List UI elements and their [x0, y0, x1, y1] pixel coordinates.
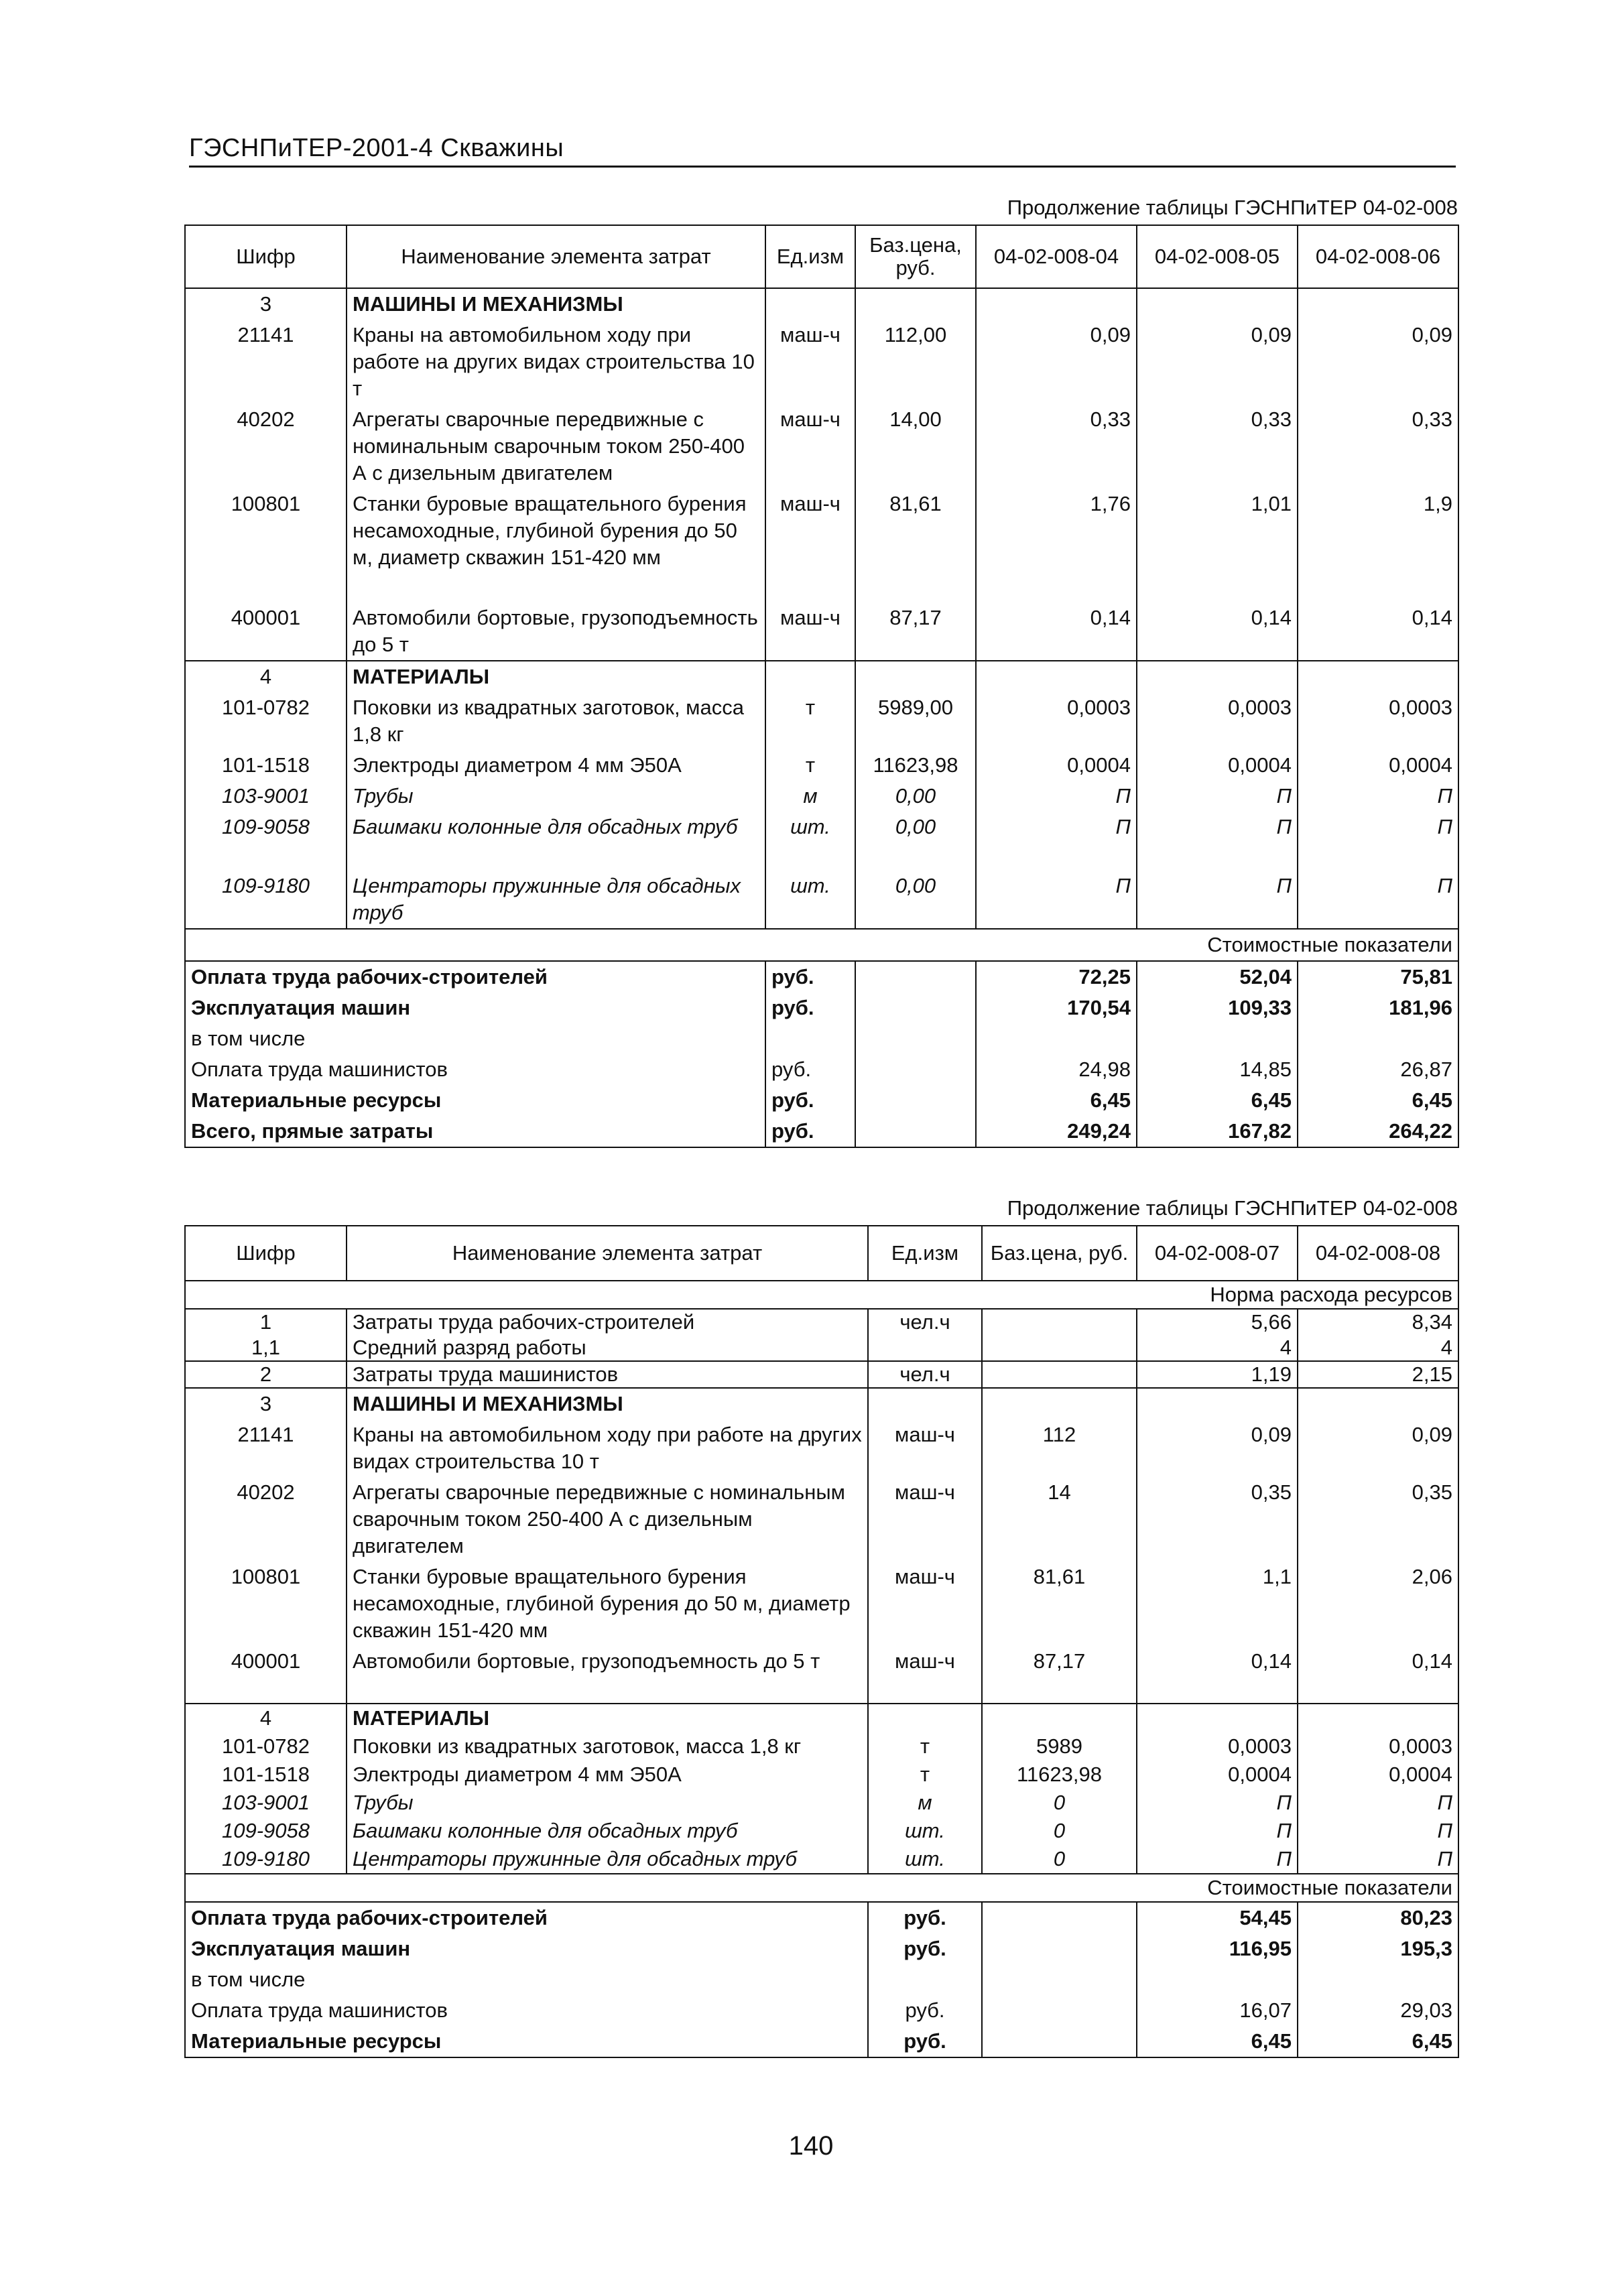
table-cell: П — [1137, 1845, 1298, 1874]
table-row — [185, 812, 1458, 871]
table-cell: 101-0782 — [185, 692, 347, 750]
table-cell: 6,45 — [1298, 2026, 1458, 2057]
table-cell: П — [1298, 1817, 1458, 1845]
table-cell — [982, 1964, 1137, 1995]
table-cell: 11623,98 — [855, 750, 976, 781]
table-row — [185, 781, 1458, 812]
table-cell: Стоимостные показатели — [185, 929, 1458, 961]
table-cell: 0 — [982, 1817, 1137, 1845]
table-cell: 14 — [982, 1477, 1137, 1561]
table-cell — [1137, 1964, 1298, 1995]
table-cell: Электроды диаметром 4 мм Э50А — [347, 1761, 868, 1789]
table-cell: 0,0004 — [1137, 750, 1298, 781]
table-row — [185, 692, 1458, 750]
table-cell: руб. — [765, 993, 855, 1023]
table-cell: 14,85 — [1137, 1054, 1298, 1085]
header-col3: 04-02-008-06 — [1298, 225, 1458, 288]
header-unit: Ед.изм — [868, 1226, 982, 1281]
table-cell — [1137, 1704, 1298, 1732]
table-cell: Всего, прямые затраты — [185, 1116, 765, 1147]
table-cell: 0,00 — [855, 871, 976, 929]
table-cell: П — [1137, 812, 1298, 871]
table-cell: 170,54 — [976, 993, 1137, 1023]
table-cell: 1,76 — [976, 489, 1137, 602]
table-cell: 109-9058 — [185, 1817, 347, 1845]
table-row — [185, 750, 1458, 781]
table1-header-row — [185, 225, 1458, 288]
table-cell — [855, 1085, 976, 1116]
table-cell — [1298, 288, 1458, 320]
table-cell: 0,0003 — [976, 692, 1137, 750]
table-cell: шт. — [868, 1817, 982, 1845]
table-row — [185, 404, 1458, 489]
table-row — [185, 489, 1458, 602]
section-row-materials — [185, 1704, 1458, 1732]
table-cell — [1298, 1388, 1458, 1419]
table-cell: 29,03 — [1298, 1995, 1458, 2026]
table1-continuation-label: Продолжение таблицы ГЭСНПиТЕР 04-02-008 — [1007, 196, 1458, 219]
table-cell: П — [1298, 1789, 1458, 1817]
header-col2: 04-02-008-05 — [1137, 225, 1298, 288]
section-row-machines — [185, 1388, 1458, 1419]
table-cell: руб. — [868, 1902, 982, 1933]
table-cell: Норма расхода ресурсов — [185, 1281, 1458, 1309]
table-cell: 0,33 — [1298, 404, 1458, 489]
table-cell: т — [765, 692, 855, 750]
table-cell: 0,0003 — [1298, 1732, 1458, 1761]
table-cell: 4 — [1298, 1335, 1458, 1361]
table-cell — [982, 1388, 1137, 1419]
table-cell: 5,66 — [1137, 1309, 1298, 1335]
table-cell: 0,0004 — [1298, 750, 1458, 781]
table-cell: 0,0004 — [1298, 1761, 1458, 1789]
table-cell: маш-ч — [765, 404, 855, 489]
table-cell — [1137, 661, 1298, 692]
table-cell: 52,04 — [1137, 961, 1298, 993]
header-col2: 04-02-008-08 — [1298, 1226, 1458, 1281]
table-cell: 6,45 — [1137, 1085, 1298, 1116]
table-cell — [868, 1388, 982, 1419]
table-cell: 195,3 — [1298, 1933, 1458, 1964]
table-cell: 72,25 — [976, 961, 1137, 993]
table-cell: Агрегаты сварочные передвижные с номинальным сварочным током 250-400 А с дизельным двигателем — [347, 1477, 868, 1561]
table-cell: 80,23 — [1298, 1902, 1458, 1933]
table-cell — [1298, 1964, 1458, 1995]
table-cell: руб. — [765, 1116, 855, 1147]
table-cell: П — [1298, 812, 1458, 871]
table-cell — [855, 1054, 976, 1085]
table-cell — [765, 1023, 855, 1054]
header-price: Баз.цена, руб. — [855, 225, 976, 288]
table-cell: Материальные ресурсы — [185, 2026, 868, 2057]
table-cell: 5989 — [982, 1732, 1137, 1761]
table-cell: в том числе — [185, 1964, 868, 1995]
table-cell — [855, 961, 976, 993]
table-cell: Краны на автомобильном ходу при работе на других видах строительства 10 т — [347, 320, 765, 404]
table-cell: 1 — [185, 1309, 347, 1335]
table-cell: П — [1137, 781, 1298, 812]
table-cell: шт. — [868, 1845, 982, 1874]
cost-label-row — [185, 1874, 1458, 1902]
table-cell: руб. — [868, 1995, 982, 2026]
header-name: Наименование элемента затрат — [347, 1226, 868, 1281]
table-cell: 0 — [982, 1789, 1137, 1817]
table-row — [185, 1817, 1458, 1845]
cost-row — [185, 1116, 1458, 1147]
table-cell: Поковки из квадратных заготовок, масса 1,8 кг — [347, 692, 765, 750]
table-cell: Краны на автомобильном ходу при работе на других видах строительства 10 т — [347, 1419, 868, 1477]
table-cell — [1137, 1023, 1298, 1054]
table-cell: Оплата труда рабочих-строителей — [185, 961, 765, 993]
table-cell: П — [1298, 781, 1458, 812]
table-cell: 1,1 — [185, 1335, 347, 1361]
table-cell: 0,14 — [976, 602, 1137, 661]
table-cell: 0,09 — [1137, 1419, 1298, 1477]
table-cell: Эксплуатация машин — [185, 993, 765, 1023]
table-cell: 2,15 — [1298, 1361, 1458, 1388]
table-cell: 101-0782 — [185, 1732, 347, 1761]
cost-row — [185, 1902, 1458, 1933]
table-cell: Затраты труда рабочих-строителей — [347, 1309, 868, 1335]
table-cell: 181,96 — [1298, 993, 1458, 1023]
table-cell: П — [1137, 1817, 1298, 1845]
table-cell: 109-9058 — [185, 812, 347, 871]
table-cell: 0,14 — [1298, 602, 1458, 661]
table-cell: 400001 — [185, 602, 347, 661]
table-cell — [868, 1704, 982, 1732]
table-cell: 2,06 — [1298, 1561, 1458, 1646]
table-row — [185, 1646, 1458, 1704]
cost-row — [185, 1933, 1458, 1964]
table-cell: 11623,98 — [982, 1761, 1137, 1789]
table-cell: Затраты труда машинистов — [347, 1361, 868, 1388]
table-cell: Центраторы пружинные для обсадных труб — [347, 871, 765, 929]
table-cell — [855, 661, 976, 692]
header-price: Баз.цена, руб. — [982, 1226, 1137, 1281]
table-cell: 75,81 — [1298, 961, 1458, 993]
header-col1: 04-02-008-07 — [1137, 1226, 1298, 1281]
table-cell: 0,14 — [1137, 1646, 1298, 1704]
table-cell: маш-ч — [765, 320, 855, 404]
table-cell: маш-ч — [868, 1477, 982, 1561]
table-cell: руб. — [765, 1054, 855, 1085]
table-cell: МАШИНЫ И МЕХАНИЗМЫ — [347, 1388, 868, 1419]
table-cell: Башмаки колонные для обсадных труб — [347, 1817, 868, 1845]
table-cell: 0,14 — [1298, 1646, 1458, 1704]
table-cell: Трубы — [347, 781, 765, 812]
table-cell: т — [868, 1732, 982, 1761]
table-cell: чел.ч — [868, 1309, 982, 1335]
header-code: Шифр — [185, 1226, 347, 1281]
table-cell: 0,35 — [1298, 1477, 1458, 1561]
table-cell: 103-9001 — [185, 781, 347, 812]
table-cell — [855, 288, 976, 320]
table-cell — [982, 1902, 1137, 1933]
table-cell: П — [1137, 1789, 1298, 1817]
table-cell: МАТЕРИАЛЫ — [347, 661, 765, 692]
table-row — [185, 1732, 1458, 1761]
table-cell: 0,00 — [855, 781, 976, 812]
table-row — [185, 1845, 1458, 1874]
table-cell: 1,1 — [1137, 1561, 1298, 1646]
table-cell — [982, 1309, 1137, 1335]
table-cell: Станки буровые вращательного бурения несамоходные, глубиной бурения до 50 м, диаметр скважин 151-420 мм — [347, 489, 765, 602]
table-cell — [982, 1704, 1137, 1732]
table-cell: 6,45 — [976, 1085, 1137, 1116]
table-cell — [1298, 1023, 1458, 1054]
table-cell: Автомобили бортовые, грузоподъемность до 5 т — [347, 602, 765, 661]
table-cell: П — [976, 871, 1137, 929]
table-row — [185, 1361, 1458, 1388]
table-cell: 112,00 — [855, 320, 976, 404]
table-cell: 40202 — [185, 404, 347, 489]
table-cell: П — [976, 812, 1137, 871]
table-cell — [982, 1335, 1137, 1361]
table-cell: П — [1298, 871, 1458, 929]
table-row — [185, 1419, 1458, 1477]
table-cell — [1298, 1704, 1458, 1732]
table-cell — [982, 1361, 1137, 1388]
table-row — [185, 1335, 1458, 1361]
table-cell: Материальные ресурсы — [185, 1085, 765, 1116]
table-cell: чел.ч — [868, 1361, 982, 1388]
table-cell: руб. — [765, 961, 855, 993]
table-cell: 0,33 — [976, 404, 1137, 489]
table-cell: 116,95 — [1137, 1933, 1298, 1964]
cost-row — [185, 1995, 1458, 2026]
table-cell: 249,24 — [976, 1116, 1137, 1147]
table-cell — [765, 661, 855, 692]
section-row-materials — [185, 661, 1458, 692]
table-cell: м — [868, 1789, 982, 1817]
table-cell: 0,09 — [1298, 320, 1458, 404]
table-cell: руб. — [868, 2026, 982, 2057]
table-cell: 0,14 — [1137, 602, 1298, 661]
table-row — [185, 320, 1458, 404]
table-cell: 8,34 — [1298, 1309, 1458, 1335]
table-cell: 87,17 — [855, 602, 976, 661]
table-cell: 109-9180 — [185, 1845, 347, 1874]
table-cell: 21141 — [185, 320, 347, 404]
table-cell: 1,19 — [1137, 1361, 1298, 1388]
table-cell — [982, 2026, 1137, 2057]
cost-label-row — [185, 929, 1458, 961]
table-cell: 100801 — [185, 1561, 347, 1646]
table-cell: 16,07 — [1137, 1995, 1298, 2026]
table1 — [184, 225, 1459, 1148]
table-cell: Трубы — [347, 1789, 868, 1817]
table-row — [185, 1309, 1458, 1335]
table-cell: маш-ч — [868, 1561, 982, 1646]
table-cell: руб. — [765, 1085, 855, 1116]
table-cell: 6,45 — [1298, 1085, 1458, 1116]
table-cell: руб. — [868, 1933, 982, 1964]
table2 — [184, 1225, 1459, 2058]
table-cell: 0,0004 — [1137, 1761, 1298, 1789]
table-cell: 1,01 — [1137, 489, 1298, 602]
table-cell: 101-1518 — [185, 1761, 347, 1789]
table-cell: т — [765, 750, 855, 781]
table-cell — [976, 661, 1137, 692]
table-cell: Электроды диаметром 4 мм Э50А — [347, 750, 765, 781]
table-cell — [855, 993, 976, 1023]
table-cell: П — [976, 781, 1137, 812]
table-cell: 24,98 — [976, 1054, 1137, 1085]
norm-label-row — [185, 1281, 1458, 1309]
table-cell: 26,87 — [1298, 1054, 1458, 1085]
table-cell: 101-1518 — [185, 750, 347, 781]
table-cell — [982, 1995, 1137, 2026]
section-row-machines — [185, 288, 1458, 320]
table-cell: 103-9001 — [185, 1789, 347, 1817]
table-row — [185, 1761, 1458, 1789]
table-cell: П — [1137, 871, 1298, 929]
table-cell — [765, 288, 855, 320]
table-cell: 109,33 — [1137, 993, 1298, 1023]
table-cell: м — [765, 781, 855, 812]
table2-continuation-label: Продолжение таблицы ГЭСНПиТЕР 04-02-008 — [1007, 1196, 1458, 1220]
table-cell — [976, 288, 1137, 320]
table-cell — [1137, 1388, 1298, 1419]
table-cell: 109-9180 — [185, 871, 347, 929]
table-cell: 100801 — [185, 489, 347, 602]
table-row — [185, 602, 1458, 661]
table-cell: 0 — [982, 1845, 1137, 1874]
table-cell: 81,61 — [855, 489, 976, 602]
table-cell: 0,0003 — [1298, 692, 1458, 750]
table-cell: 4 — [185, 1704, 347, 1732]
table-cell: Стоимостные показатели — [185, 1874, 1458, 1902]
table-cell — [1298, 661, 1458, 692]
table-cell — [868, 1964, 982, 1995]
table-cell: 4 — [185, 661, 347, 692]
table-cell: 3 — [185, 1388, 347, 1419]
table-cell: маш-ч — [765, 602, 855, 661]
table-cell: 6,45 — [1137, 2026, 1298, 2057]
table-cell: 87,17 — [982, 1646, 1137, 1704]
table-cell: 0,33 — [1137, 404, 1298, 489]
table-cell: 0,09 — [976, 320, 1137, 404]
table-cell: Центраторы пружинные для обсадных труб — [347, 1845, 868, 1874]
table-cell: Станки буровые вращательного бурения несамоходные, глубиной бурения до 50 м, диаметр скважин 151-420 мм — [347, 1561, 868, 1646]
table-cell: Средний разряд работы — [347, 1335, 868, 1361]
table-cell: 5989,00 — [855, 692, 976, 750]
table-cell: маш-ч — [765, 489, 855, 602]
table-cell: МАТЕРИАЛЫ — [347, 1704, 868, 1732]
table-cell: 1,9 — [1298, 489, 1458, 602]
table-cell: Эксплуатация машин — [185, 1933, 868, 1964]
header-code: Шифр — [185, 225, 347, 288]
table-cell: МАШИНЫ И МЕХАНИЗМЫ — [347, 288, 765, 320]
table-cell — [982, 1933, 1137, 1964]
table-cell: т — [868, 1761, 982, 1789]
header-name: Наименование элемента затрат — [347, 225, 765, 288]
table-cell: 0,0003 — [1137, 1732, 1298, 1761]
table-cell: П — [1298, 1845, 1458, 1874]
cost-row — [185, 1085, 1458, 1116]
cost-row — [185, 1964, 1458, 1995]
table-cell: 14,00 — [855, 404, 976, 489]
header-col1: 04-02-008-04 — [976, 225, 1137, 288]
table-cell: 54,45 — [1137, 1902, 1298, 1933]
table-cell — [976, 1023, 1137, 1054]
document-header: ГЭСНПиТЕР-2001-4 Скважины — [189, 134, 1456, 168]
table-cell: 0,35 — [1137, 1477, 1298, 1561]
table-cell: 0,09 — [1298, 1419, 1458, 1477]
table-cell: шт. — [765, 812, 855, 871]
table-cell: Оплата труда машинистов — [185, 1054, 765, 1085]
table-cell: 0,0004 — [976, 750, 1137, 781]
table-cell: Автомобили бортовые, грузоподъемность до 5 т — [347, 1646, 868, 1704]
table-cell: 4 — [1137, 1335, 1298, 1361]
table-cell: 112 — [982, 1419, 1137, 1477]
table-row — [185, 871, 1458, 929]
table-cell: 40202 — [185, 1477, 347, 1561]
table-row — [185, 1561, 1458, 1646]
table-cell — [855, 1023, 976, 1054]
table-cell: 264,22 — [1298, 1116, 1458, 1147]
table2-header-row — [185, 1226, 1458, 1281]
table-cell: Агрегаты сварочные передвижные с номинальным сварочным током 250-400 А с дизельным двигателем — [347, 404, 765, 489]
table-cell: шт. — [765, 871, 855, 929]
table-cell: Оплата труда рабочих-строителей — [185, 1902, 868, 1933]
table-cell: 167,82 — [1137, 1116, 1298, 1147]
table-cell — [855, 1116, 976, 1147]
table-row — [185, 1789, 1458, 1817]
table-cell: маш-ч — [868, 1646, 982, 1704]
table-cell: Оплата труда машинистов — [185, 1995, 868, 2026]
table-cell: 21141 — [185, 1419, 347, 1477]
table-row — [185, 1477, 1458, 1561]
table-cell: маш-ч — [868, 1419, 982, 1477]
table-cell — [868, 1335, 982, 1361]
table-cell: 0,09 — [1137, 320, 1298, 404]
cost-row — [185, 1054, 1458, 1085]
cost-row — [185, 961, 1458, 993]
cost-row — [185, 1023, 1458, 1054]
table-cell: 2 — [185, 1361, 347, 1388]
cost-row — [185, 993, 1458, 1023]
table-cell: 400001 — [185, 1646, 347, 1704]
page-number: 140 — [788, 2131, 834, 2161]
table-cell: 3 — [185, 288, 347, 320]
table-cell: в том числе — [185, 1023, 765, 1054]
table-cell: Башмаки колонные для обсадных труб — [347, 812, 765, 871]
table-cell: 0,0003 — [1137, 692, 1298, 750]
table-cell — [1137, 288, 1298, 320]
header-unit: Ед.изм — [765, 225, 855, 288]
table-cell: 81,61 — [982, 1561, 1137, 1646]
table-cell: 0,00 — [855, 812, 976, 871]
cost-row — [185, 2026, 1458, 2057]
table-cell: Поковки из квадратных заготовок, масса 1,8 кг — [347, 1732, 868, 1761]
